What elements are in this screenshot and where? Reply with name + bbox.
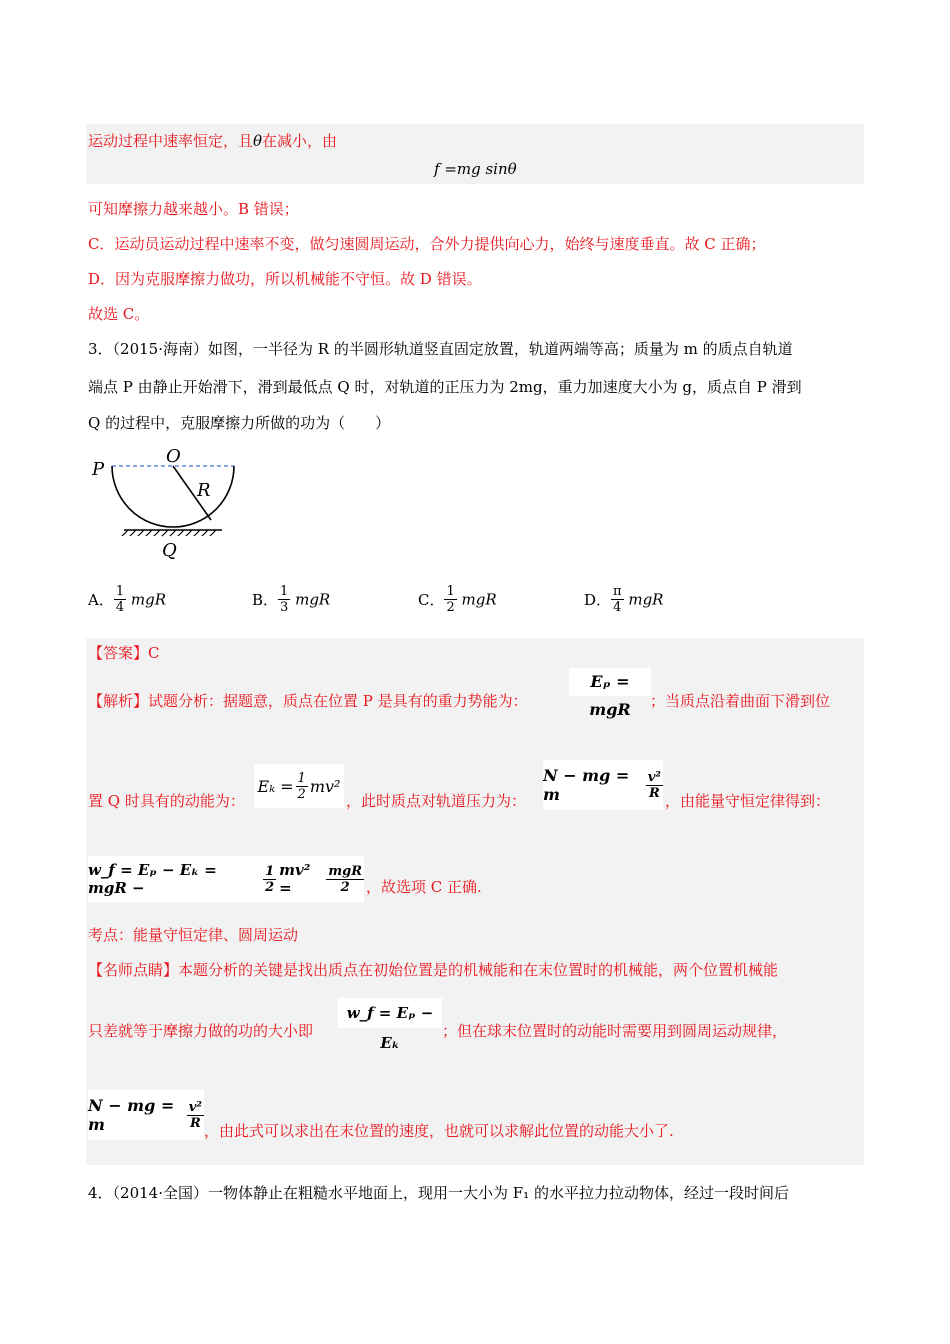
answer-line: 【答案】C	[88, 644, 160, 662]
choice-line: 故选 C。	[88, 305, 150, 323]
block1-line1: 运动过程中速率恒定，且θ在减小，由	[88, 132, 338, 150]
block1-line2: 可知摩擦力越来越小。B 错误；	[88, 200, 299, 218]
option-b[interactable]: B． $\frac{1}{3}$ mgR	[252, 584, 331, 615]
tips-line2-b: ；但在球末位置时的动能时需要用到圆周运动规律，	[442, 1022, 788, 1040]
kaodian-line: 考点：能量守恒定律、圆周运动	[88, 926, 299, 944]
semicircle-track	[112, 466, 234, 527]
ground-hatching	[122, 530, 216, 536]
analysis-line2-c: ，由能量守恒定律得到：	[665, 792, 831, 810]
analysis-line2-b: ，此时质点对轨道压力为：	[346, 792, 527, 810]
analysis-line1-b: ；当质点沿着曲面下滑到位	[650, 692, 831, 710]
option-d-explanation: D．因为克服摩擦力做功，所以机械能不守恒。故 D 错误。	[88, 270, 482, 288]
option-c-explanation: C．运动员运动过程中速率不变，做匀速圆周运动，合外力提供向心力，始终与速度垂直。故 C 正确；	[88, 235, 766, 253]
friction-formula: f =mg sinθ	[434, 160, 517, 178]
option-a[interactable]: A． $\frac{1}{4}$ mgR	[88, 584, 167, 615]
q3-line2: 端点 P 由静止开始滑下，滑到最低点 Q 时，对轨道的正压力为 2mg，重力加速度大小为 g，质点自 P 滑到	[88, 378, 802, 396]
semicircle-track-figure	[86, 446, 256, 566]
eq-normal-force-2: N − mg = m $\frac{\text{v²}}{R}$	[88, 1090, 204, 1140]
analysis-line1-a: 【解析】试题分析：据题意，质点在位置 P 是具有的重力势能为：	[88, 692, 528, 710]
eq-normal-force: N − mg = m $\frac{\text{v²}}{R}$	[543, 760, 663, 810]
option-d[interactable]: D． $\frac{\pi}{4}$ mgR	[584, 584, 664, 615]
analysis-line2-a: 置 Q 时具有的动能为：	[88, 792, 245, 810]
label-q: Q	[162, 540, 177, 561]
tips-line2-a: 只差就等于摩擦力做的功的大小即	[88, 1022, 314, 1040]
eq-potential-energy: Eₚ = mgR	[569, 668, 651, 696]
label-p: P	[92, 459, 105, 480]
eq-kinetic-energy: Eₖ = $\frac{1}{2}$ mv²	[254, 764, 344, 808]
eq-friction-work: w_f = Eₚ − Eₖ = mgR − $\frac{1}{2}$ mv² = $\frac{\text{mgR}}{2}$	[88, 856, 364, 902]
eq-friction-work-2: w_f = Eₚ − Eₖ	[338, 998, 442, 1028]
analysis-line3: ，故选项 C 正确.	[366, 878, 482, 896]
q3-line3: Q 的过程中，克服摩擦力所做的功为（ ）	[88, 414, 391, 432]
q4-line1: 4．（2014·全国）一物体静止在粗糙水平地面上，现用一大小为 F₁ 的水平拉力拉动物体，经过一段时间后	[88, 1184, 789, 1202]
tips-line3: ，由此式可以求出在末位置的速度，也就可以求解此位置的动能大小了.	[204, 1122, 674, 1140]
label-o: O	[166, 446, 181, 467]
tips-line1: 【名师点睛】本题分析的关键是找出质点在初始位置是的机械能和在末位置时的机械能，两个位置机械能	[88, 961, 779, 979]
option-c[interactable]: C． $\frac{1}{2}$ mgR	[418, 584, 497, 615]
label-r: R	[197, 480, 211, 501]
q3-line1: 3．（2015·海南）如图，一半径为 R 的半圆形轨道竖直固定放置，轨道两端等高；质量为 m 的质点自轨道	[88, 340, 793, 358]
